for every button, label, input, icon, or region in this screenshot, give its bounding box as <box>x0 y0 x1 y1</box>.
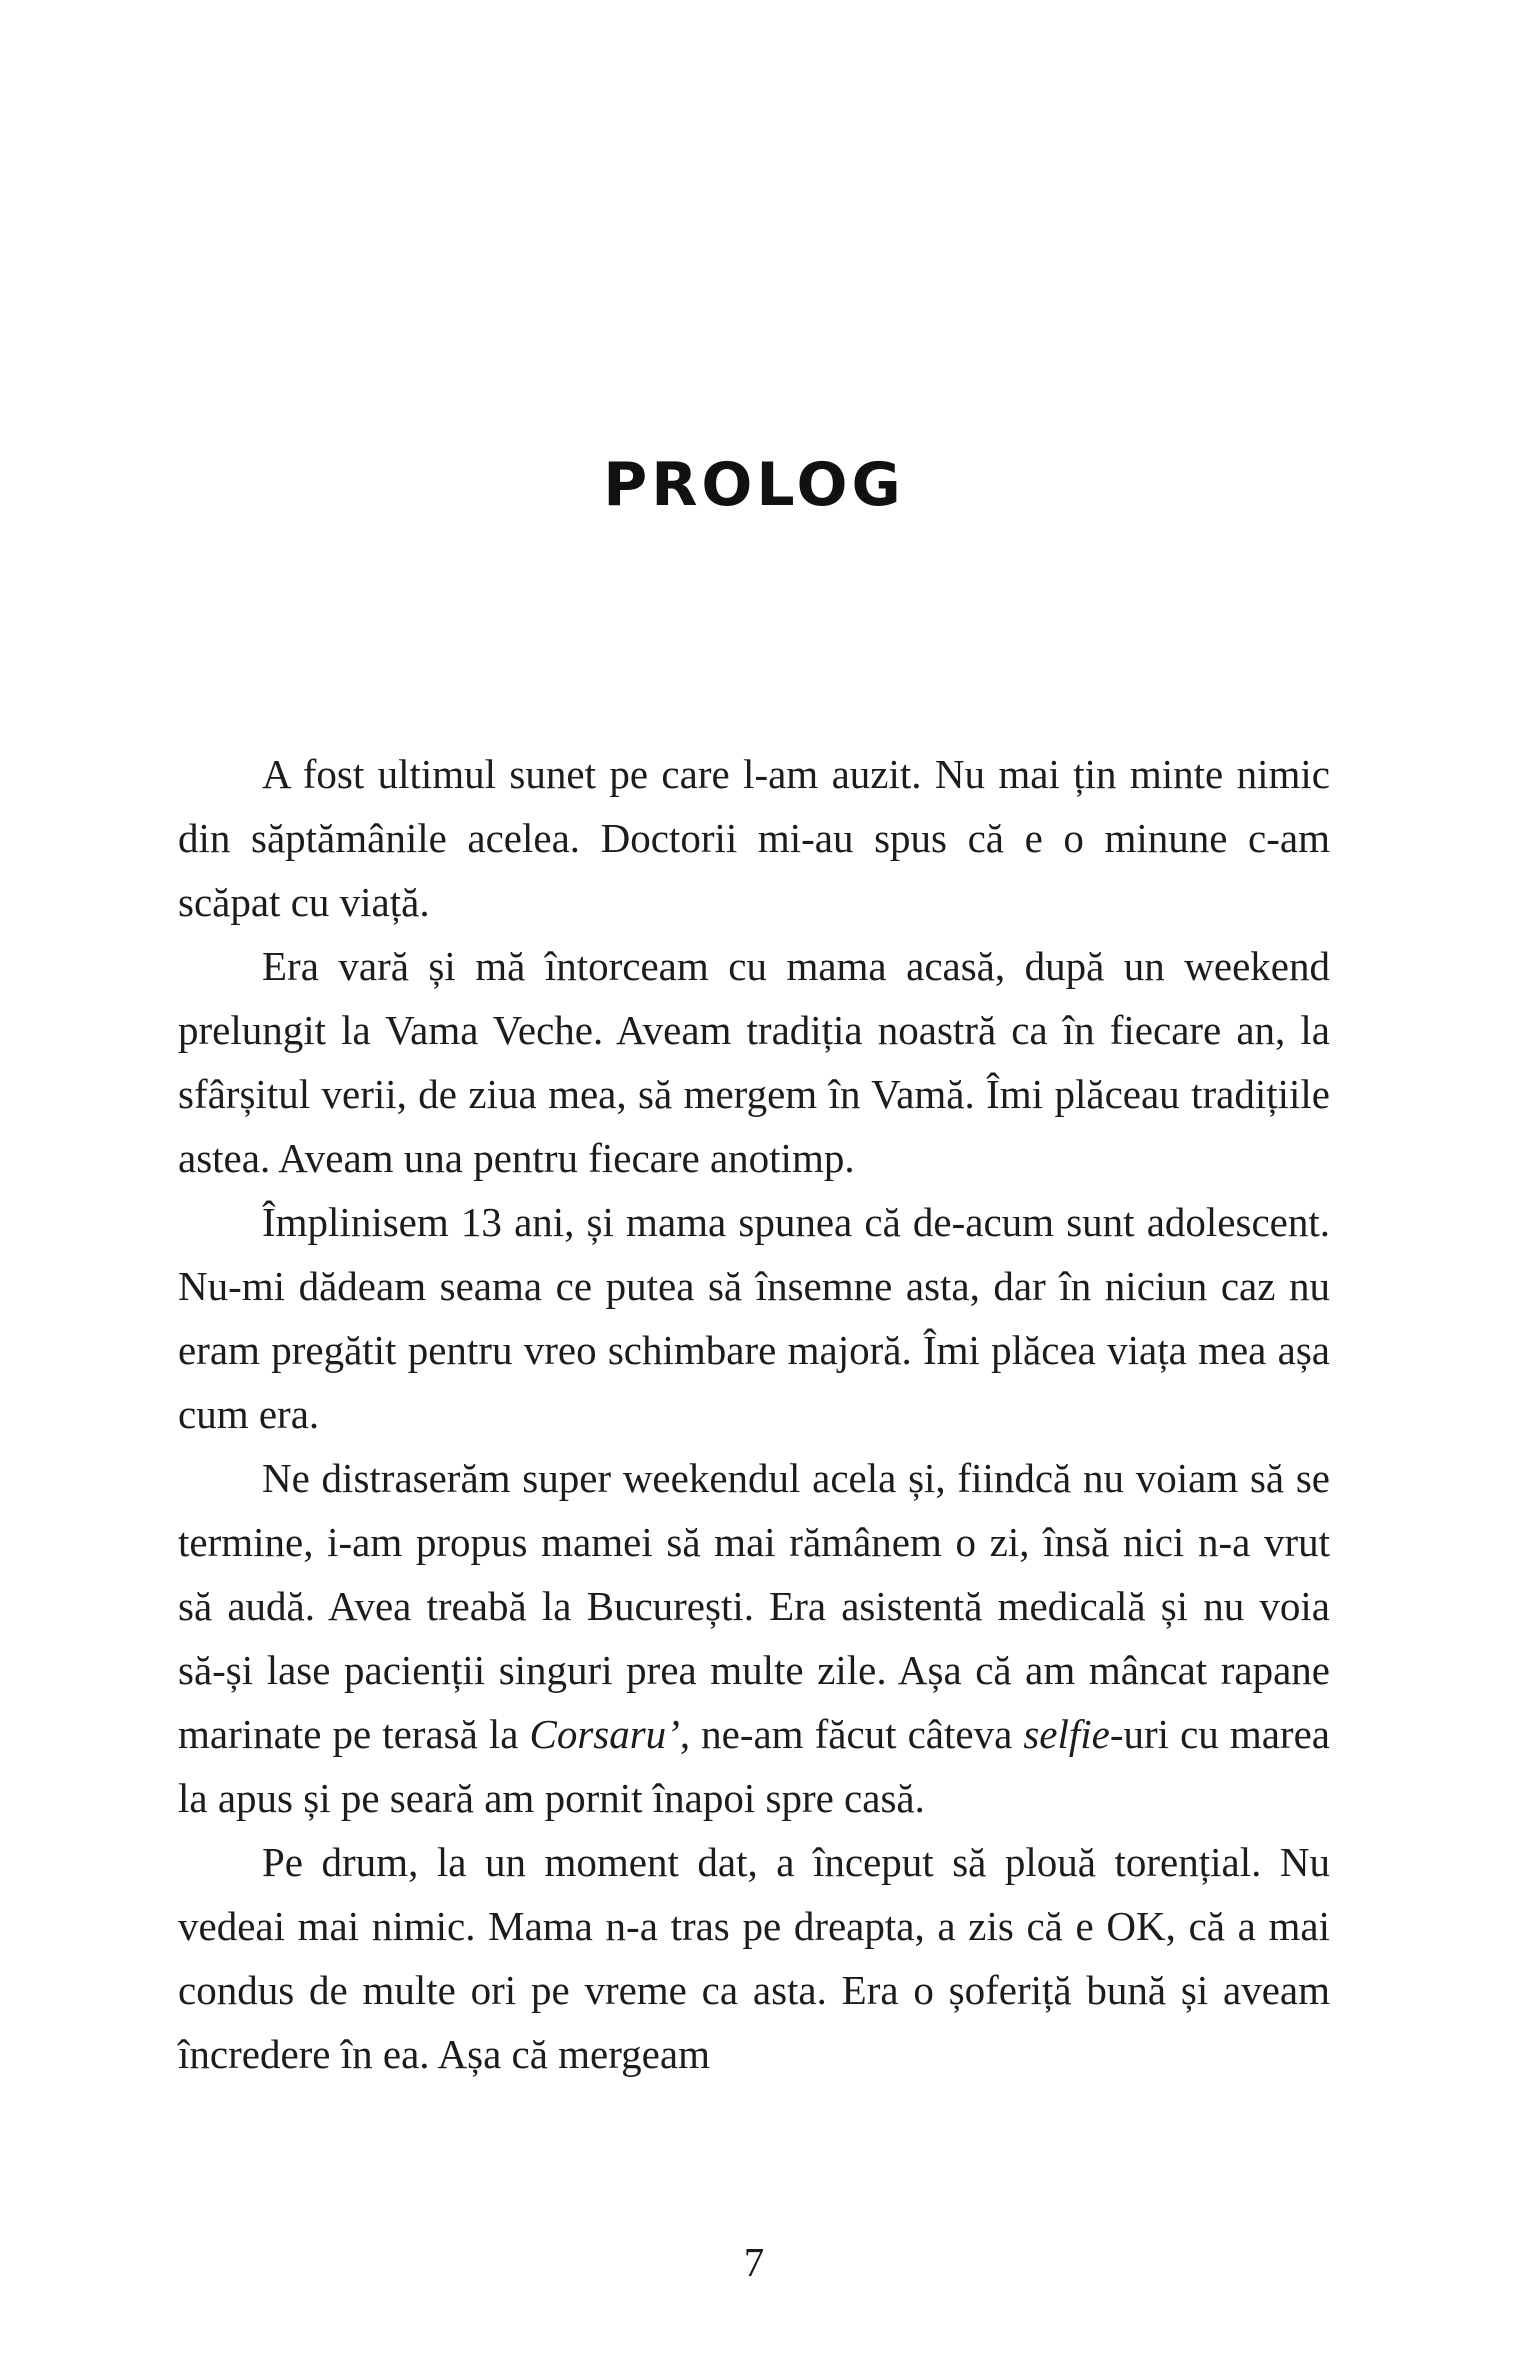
page-number: 7 <box>743 2239 765 2285</box>
chapter-title: PROLOG <box>603 450 905 520</box>
paragraph <box>178 742 1330 934</box>
text-run: A fost ultimul sunet pe care l-am auzit. Nu mai țin minte nimic din săptămânile acelea. Doctorii mi-au spus că e o minune c-am scăpat cu viață. <box>178 751 1330 925</box>
text-run: Era vară și mă întorceam cu mama acasă, după un weekend prelungit la Vama Veche. Aveam tradiția noastră ca în fiecare an, la sfârșitul verii, de ziua mea, să mergem în Vamă. Îmi plăceau tradițiile astea. Aveam una pentru fiecare anotimp. <box>178 943 1330 1181</box>
text-run: , ne-am făcut câteva <box>679 1711 1024 1757</box>
italic-text-run: selfie <box>1023 1711 1110 1757</box>
paragraph <box>178 1190 1330 1446</box>
paragraph <box>178 1830 1330 2086</box>
text-run: -uri cu marea la apus și pe seară am pornit înapoi spre casă. <box>178 1711 1330 1821</box>
paragraph <box>178 934 1330 1190</box>
body-text <box>178 742 1330 2086</box>
text-run: Ne distraserăm super weekendul acela și, fiindcă nu voiam să se termine, i-am propus mamei să mai rămânem o zi, însă nici n-a vrut să audă. Avea treabă la București. Era asistentă medicală și nu voia să-și lase pacienții singuri prea multe zile. Așa că am mâncat rapane marinate pe terasă la <box>178 1455 1330 1757</box>
text-run: Pe drum, la un moment dat, a început să plouă torențial. Nu vedeai mai nimic. Mama n-a tras pe dreapta, a zis că e OK, că a mai condus de multe ori pe vreme ca asta. Era o șoferiță bună și aveam încredere în ea. Așa că mergeam <box>178 1839 1330 2077</box>
paragraph <box>178 1446 1330 1830</box>
italic-text-run: Corsaru’ <box>529 1711 680 1757</box>
text-run: Împlinisem 13 ani, și mama spunea că de-acum sunt adolescent. Nu-mi dădeam seama ce putea să însemne asta, dar în niciun caz nu eram pregătit pentru vreo schimbare majoră. Îmi plăcea viața mea așa cum era. <box>178 1199 1330 1437</box>
